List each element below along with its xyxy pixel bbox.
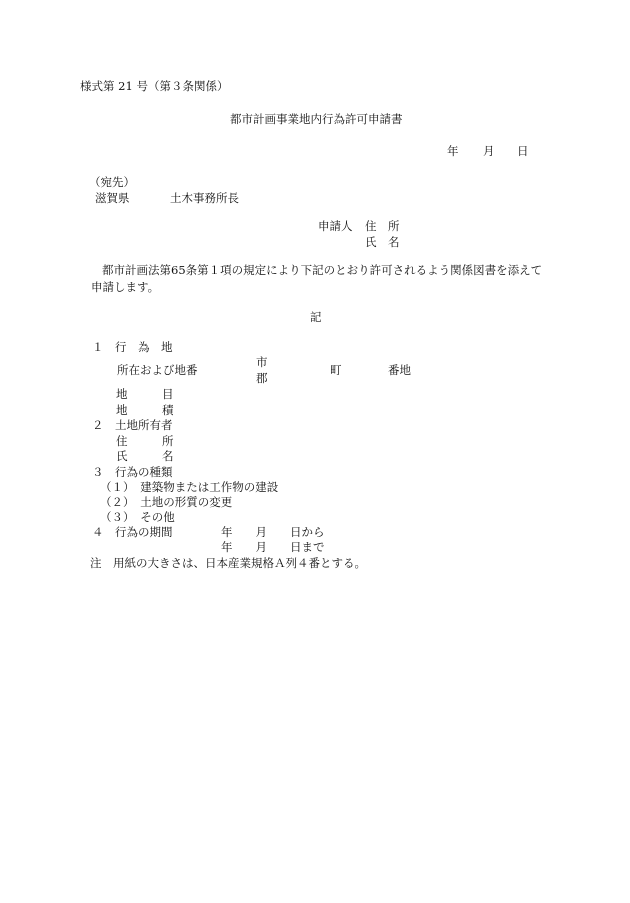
period-from: 年 月 日から — [221, 525, 325, 539]
land-category-label: 地 目 — [116, 387, 174, 401]
addressee-office: 土木事務所長 — [170, 191, 239, 205]
form-number: 様式第 21 号（第３条関係） — [80, 79, 229, 93]
section-4-heading: ４ 行為の期間 — [92, 525, 173, 539]
addressee-label: （宛先） — [89, 175, 135, 189]
lot-label: 番地 — [388, 363, 411, 377]
gun-label: 郡 — [256, 371, 268, 385]
applicant-name-label: 氏 名 — [365, 235, 400, 249]
section-3-heading: ３ 行為の種類 — [92, 465, 173, 479]
document-title: 都市計画事業地内行為許可申請書 — [230, 112, 403, 126]
land-area-label: 地 積 — [116, 403, 174, 417]
date-month: 月 — [483, 144, 495, 158]
section-1-heading: １ 行 為 地 — [92, 340, 173, 354]
town-label: 町 — [330, 363, 342, 377]
ki-heading: 記 — [310, 310, 322, 324]
date-year: 年 — [447, 144, 459, 158]
section-2-heading: ２ 土地所有者 — [92, 418, 173, 432]
body-text-line-2: 申請します。 — [91, 280, 160, 294]
date-day: 日 — [517, 144, 529, 158]
body-text-line-1: 都市計画法第65条第１項の規定により下記のとおり許可されるよう関係図書を添えて — [102, 263, 543, 277]
applicant-label: 申請人 — [318, 219, 353, 233]
applicant-address-label: 住 所 — [365, 219, 400, 233]
action-type-item: （２） 土地の形質の変更 — [100, 495, 233, 509]
addressee-prefecture: 滋賀県 — [95, 191, 130, 205]
action-type-item: （３） その他 — [100, 510, 175, 524]
location-label: 所在および地番 — [117, 363, 198, 377]
paper-size-note: 注 用紙の大きさは、日本産業規格Ａ列４番とする。 — [90, 556, 366, 570]
owner-address-label: 住 所 — [116, 434, 174, 448]
owner-name-label: 氏 名 — [116, 449, 174, 463]
city-label: 市 — [256, 355, 268, 369]
period-to: 年 月 日まで — [221, 540, 325, 554]
action-type-item: （１） 建築物または工作物の建設 — [100, 480, 279, 494]
